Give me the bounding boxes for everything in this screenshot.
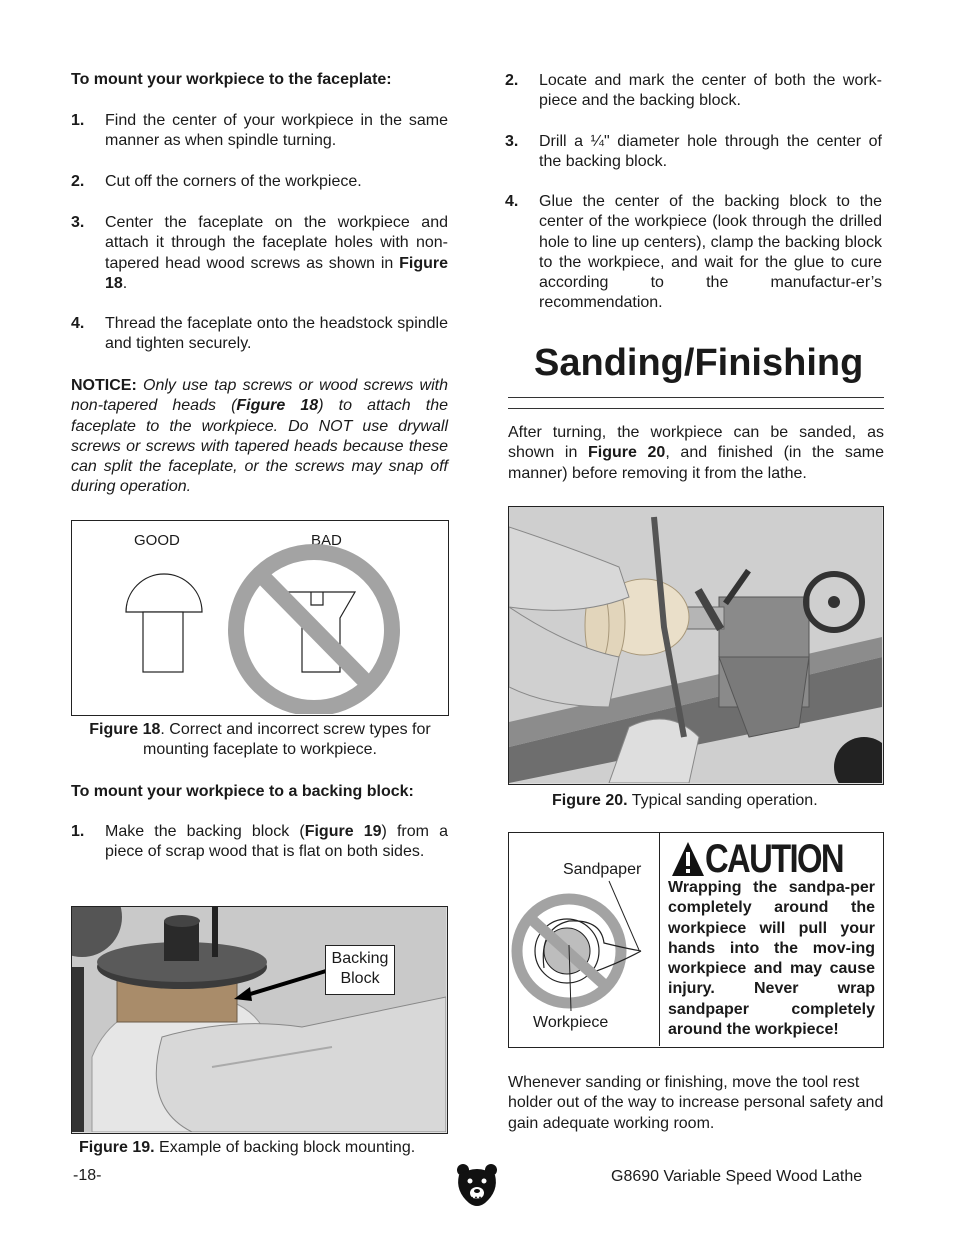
caption-text: Example of backing block mounting. — [154, 1139, 416, 1156]
sanding-photo-illustration — [509, 507, 882, 783]
backing-heading: To mount your workpiece to a backing block: — [71, 783, 414, 800]
step-text — [105, 822, 448, 863]
screw-diagram — [72, 521, 447, 714]
figure-19-caption — [79, 1138, 415, 1158]
step-text — [105, 213, 448, 294]
workpiece-label: Workpiece — [533, 1014, 609, 1031]
caption-text: Typical sanding operation. — [627, 792, 818, 809]
step-text: Cut off the corners of the workpiece. — [105, 173, 362, 190]
intro-text: After turning, the workpiece can be sanded, as shown in — [508, 424, 884, 462]
notice-text: Only use tap screws or wood screws with non-tapered heads ( — [71, 377, 448, 415]
figure-reference: Figure 19 — [304, 823, 382, 840]
caption-label: Figure 20. — [552, 792, 628, 809]
caution-divider — [659, 833, 660, 1046]
notice-paragraph — [71, 376, 448, 498]
page-number: -18- — [73, 1167, 102, 1184]
callout-line-2: Block — [340, 970, 380, 987]
section-rule-bottom — [508, 408, 884, 409]
section-title: Sanding/Finishing — [534, 342, 864, 384]
intro-text-end: , and finished (in the same manner) before removing it from the lathe. — [508, 444, 885, 482]
figure-19-photo — [71, 906, 448, 1134]
step-number: 1. — [71, 112, 85, 129]
figure-reference: Figure 18 — [105, 254, 448, 292]
callout-arrow — [72, 907, 446, 1132]
step-number: 3. — [505, 133, 519, 150]
sanding-intro — [508, 423, 884, 484]
step-text-part: Make the backing block ( — [105, 823, 305, 840]
callout-line-1: Backing — [331, 950, 389, 967]
step-text: Thread the faceplate onto the headstock spindle and tighten securely. — [105, 315, 448, 353]
notice-text-end: ) to attach the faceplate to the workpiece. Do NOT use drywall screws or screws with tapered heads because these can split the faceplate, or the screws may snap off during operation. — [71, 397, 448, 496]
caption-text: . Correct and incorrect screw types for mounting faceplate to workpiece. — [143, 721, 431, 759]
caution-text: Wrapping the sandpa-per completely around the workpiece will pull your hands into the mov-ing workpiece and may cause injury. Never wrap sandpaper completely around the workpiece! — [668, 879, 875, 1039]
good-screw-icon — [126, 574, 202, 672]
step-text: Glue the center of the backing block to the center of the workpiece (look through the drilled hole to line up centers), clamp the backing block to the workpiece, and wait for the glue to cure according to the manufactur-er’s recommendation. — [539, 193, 882, 312]
bear-logo-icon — [455, 1163, 499, 1209]
step-number: 4. — [71, 315, 85, 332]
step-text-end: . — [122, 274, 128, 292]
figure-18-box — [71, 520, 449, 716]
section-rule-top — [508, 397, 884, 398]
good-label: GOOD — [134, 532, 180, 549]
figure-reference: Figure 20 — [588, 444, 666, 462]
notice-label: NOTICE: — [71, 377, 137, 394]
step-text: Find the center of your workpiece in the same manner as when spindle turning. — [105, 112, 448, 150]
figure-18-caption — [71, 720, 449, 761]
step-text: Locate and mark the center of both the work-piece and the backing block. — [539, 72, 882, 110]
step-text-end: ) from a piece of scrap wood that is flat on both sides. — [105, 823, 448, 861]
step-number: 2. — [71, 173, 85, 190]
warning-triangle-icon — [671, 841, 705, 877]
bad-screw-icon — [236, 552, 392, 708]
figure-20-photo — [508, 506, 884, 785]
step-text-part: Center the faceplate on the workpiece and attach it through the faceplate holes with non-tapered head wood screws as shown in — [105, 214, 448, 272]
figure-reference: Figure 18 — [236, 397, 319, 415]
closing-paragraph: Whenever sanding or finishing, move the tool rest holder out of the way to increase personal safety and gain adequate working room. — [508, 1074, 884, 1132]
product-name: G8690 Variable Speed Wood Lathe — [611, 1168, 863, 1185]
bad-label: BAD — [311, 532, 342, 549]
caution-title: CAUTION — [705, 837, 843, 881]
backing-block-callout — [325, 945, 395, 995]
faceplate-heading: To mount your workpiece to the faceplate: — [71, 71, 392, 88]
step-number: 4. — [505, 193, 519, 210]
step-text: Drill a ¼" diameter hole through the center of the backing block. — [539, 133, 882, 171]
caption-label: Figure 18 — [89, 721, 161, 738]
sandpaper-diagram — [509, 833, 659, 1046]
step-number: 3. — [71, 214, 85, 231]
sandpaper-label: Sandpaper — [563, 861, 642, 878]
figure-20-caption — [552, 791, 818, 811]
caption-label: Figure 19. — [79, 1139, 155, 1156]
step-number: 1. — [71, 823, 85, 840]
caution-box — [508, 832, 884, 1048]
step-number: 2. — [505, 72, 519, 89]
